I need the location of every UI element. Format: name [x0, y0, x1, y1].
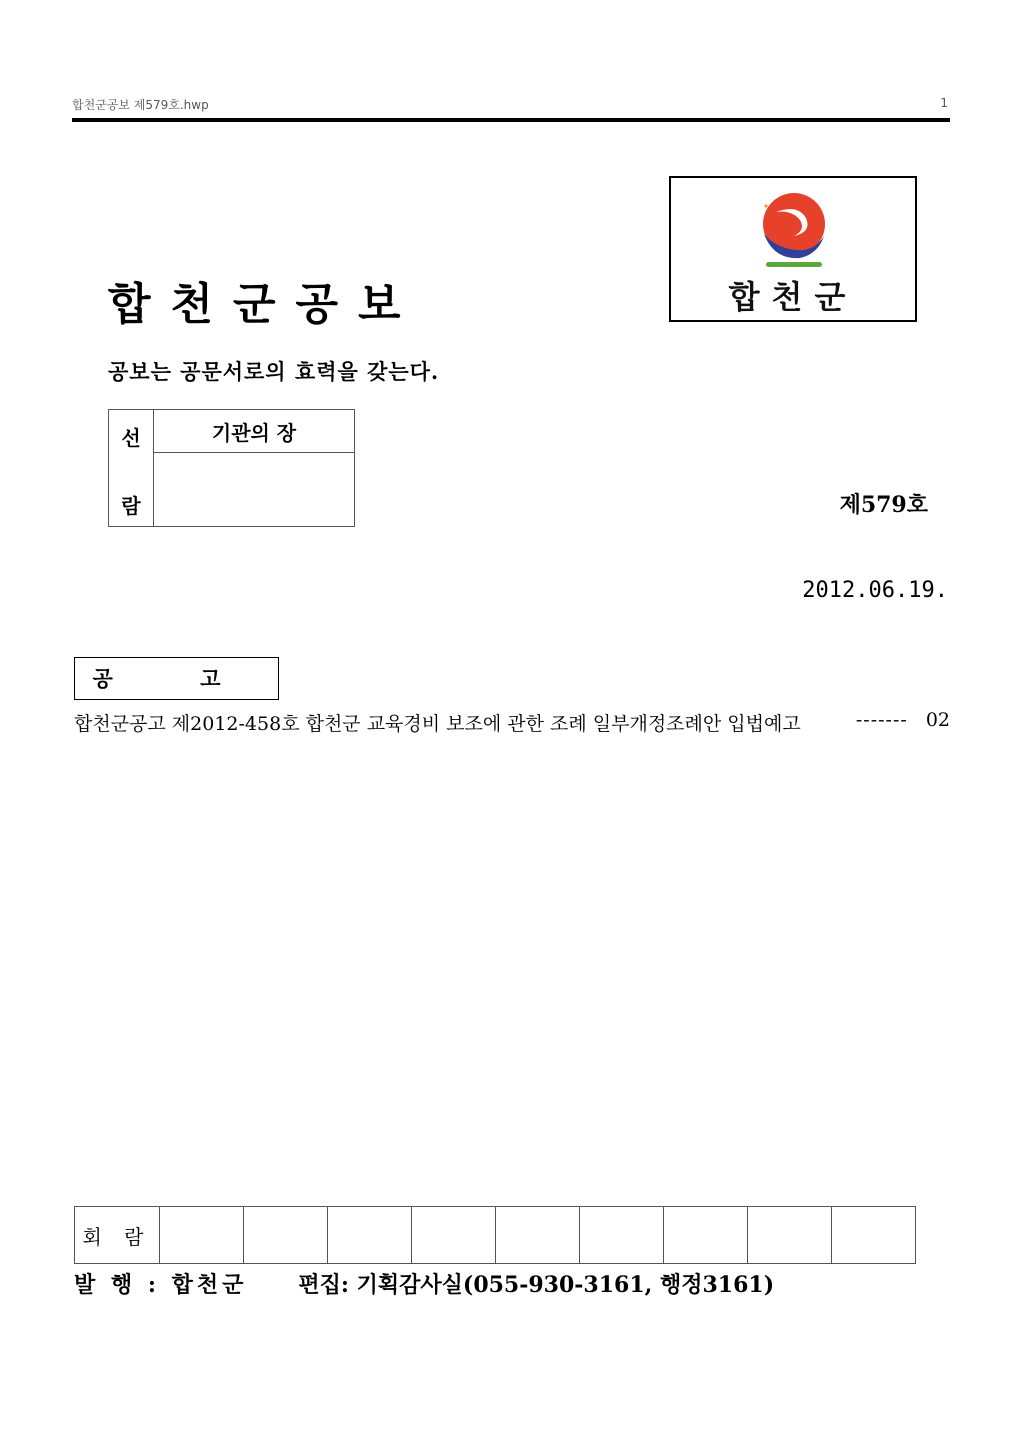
circulation-cell [832, 1207, 916, 1264]
circulation-cell [496, 1207, 580, 1264]
issue-date: 2012.06.19. [802, 578, 948, 603]
circulation-table [74, 1206, 916, 1264]
toc-entry-page: 02 [925, 709, 950, 731]
circulation-cell [244, 1207, 328, 1264]
county-logo [669, 176, 917, 322]
footer-publisher: 발 행 : 합천군 [74, 1272, 248, 1298]
file-name: 합천군공보 제579호.hwp [72, 98, 209, 112]
header-divider [72, 118, 950, 122]
footer-editor: 편집: 기획감사실(055-930-3161, 행정3161) [298, 1272, 775, 1298]
approval-head: 기관의 장 [154, 410, 355, 453]
approval-signature-cell [154, 453, 355, 527]
circulation-cell [664, 1207, 748, 1264]
page-title: 합천군공보 [108, 279, 421, 330]
circulation-label: 회 람 [75, 1207, 160, 1264]
circulation-cell [160, 1207, 244, 1264]
approval-side-cell [109, 410, 154, 527]
logo-text: 합천군 [728, 278, 858, 316]
county-emblem-icon [754, 190, 834, 272]
approval-side-top: 선 [121, 426, 141, 450]
approval-side-bottom: 람 [121, 494, 141, 518]
toc-entry-title: 합천군공고 제2012-458호 합천군 교육경비 보조에 관한 조례 일부개정조례안 입법예고 [74, 713, 801, 735]
footer [74, 1268, 774, 1299]
circulation-cell [748, 1207, 832, 1264]
page-number: 1 [940, 96, 948, 110]
section-heading: 공 고 [74, 657, 279, 700]
toc-entry[interactable] [74, 709, 950, 736]
circulation-cell [412, 1207, 496, 1264]
circulation-cell [328, 1207, 412, 1264]
subtitle: 공보는 공문서로의 효력을 갖는다. [108, 359, 440, 384]
issue-number: 제579호 [839, 492, 928, 518]
circulation-cell [580, 1207, 664, 1264]
approval-table [108, 409, 355, 527]
toc-leader: ------- [855, 709, 908, 731]
